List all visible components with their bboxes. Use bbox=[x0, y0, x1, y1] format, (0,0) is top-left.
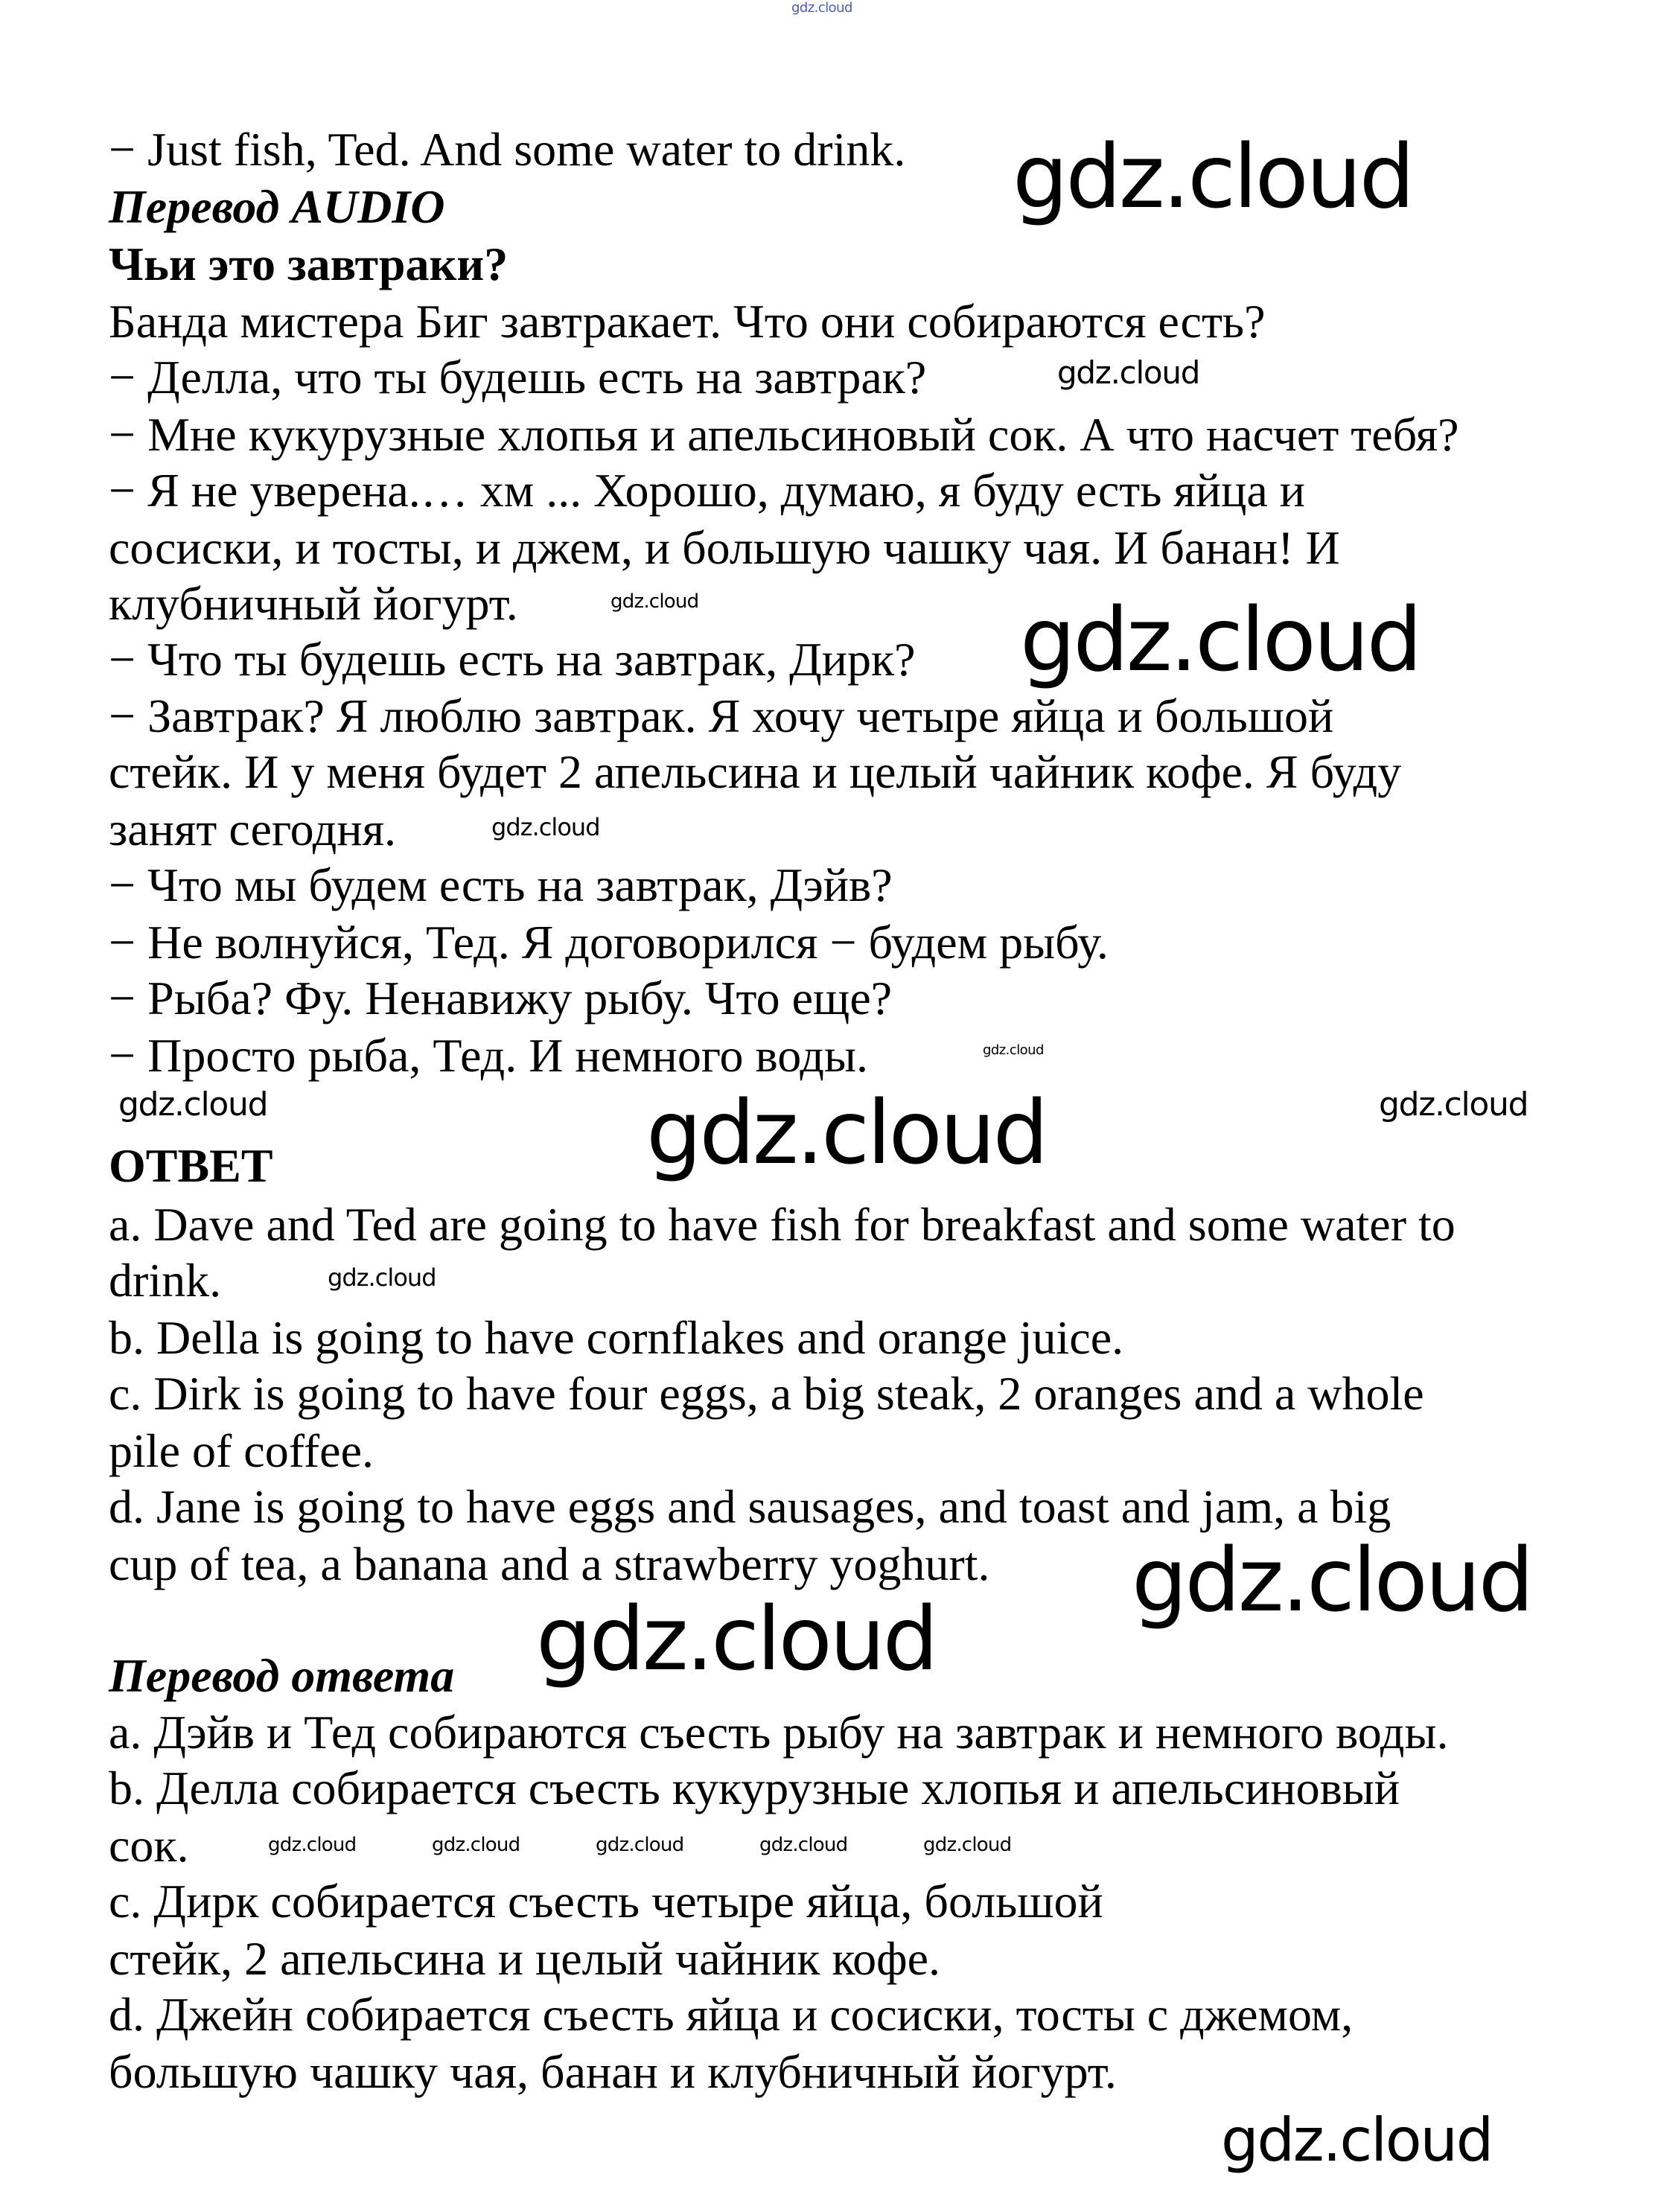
watermark: gdz.cloud bbox=[1132, 1529, 1531, 1631]
text-line: стейк, 2 апельсина и целый чайник кофе. bbox=[109, 1932, 941, 1985]
text-line: − Я не уверена.… хм ... Хорошо, думаю, я буду есть яйца и bbox=[109, 464, 1305, 517]
watermark: gdz.cloud bbox=[536, 1587, 936, 1690]
answer-heading: ОТВЕТ bbox=[109, 1139, 273, 1192]
text-line: a. Dave and Ted are going to have fish for breakfast and some water to bbox=[109, 1198, 1456, 1251]
text-line: drink. bbox=[109, 1254, 222, 1307]
text-line: большую чашку чая, банан и клубничный йогурт. bbox=[109, 2045, 1117, 2098]
text-line: c. Дирк собирается съесть четыре яйца, большой bbox=[109, 1875, 1103, 1928]
translation-heading: Перевод ответа bbox=[109, 1649, 455, 1702]
section-heading: Перевод AUDIO bbox=[109, 180, 445, 233]
text-line: d. Jane is going to have eggs and sausages, and toast and jam, a big bbox=[109, 1480, 1391, 1533]
watermark: gdz.cloud bbox=[923, 1834, 1012, 1856]
header-watermark-link[interactable]: gdz.cloud bbox=[791, 0, 852, 16]
text-line: − Не волнуйся, Тед. Я договорился − будем рыбу. bbox=[109, 916, 1109, 969]
text-line: − Завтрак? Я люблю завтрак. Я хочу четыре яйца и большой bbox=[109, 689, 1334, 742]
text-line: − Что ты будешь есть на завтрак, Дирк? bbox=[109, 633, 916, 686]
text-line: сок. bbox=[109, 1819, 189, 1872]
watermark: gdz.cloud bbox=[118, 1086, 268, 1123]
text-line: c. Dirk is going to have four eggs, a big steak, 2 oranges and a whole bbox=[109, 1367, 1424, 1420]
watermark: gdz.cloud bbox=[1057, 354, 1200, 391]
watermark: gdz.cloud bbox=[610, 590, 699, 613]
watermark: gdz.cloud bbox=[646, 1081, 1046, 1184]
watermark: gdz.cloud bbox=[759, 1834, 848, 1856]
text-line: − Мне кукурузные хлопья и апельсиновый сок. А что насчет тебя? bbox=[109, 408, 1459, 461]
text-line: cup of tea, a banana and a strawberry yoghurt. bbox=[109, 1537, 990, 1590]
watermark: gdz.cloud bbox=[1379, 1086, 1528, 1123]
watermark: gdz.cloud bbox=[983, 1042, 1044, 1058]
text-line: − Что мы будем есть на завтрак, Дэйв? bbox=[109, 858, 893, 911]
watermark: gdz.cloud bbox=[1020, 588, 1420, 691]
section-title: Чьи это завтраки? bbox=[109, 238, 508, 290]
watermark: gdz.cloud bbox=[432, 1834, 520, 1856]
watermark: gdz.cloud bbox=[1221, 2106, 1493, 2175]
watermark: gdz.cloud bbox=[328, 1263, 436, 1292]
watermark: gdz.cloud bbox=[491, 813, 600, 841]
text-line: − Просто рыба, Тед. И немного воды. bbox=[109, 1029, 868, 1082]
text-line: b. Della is going to have cornflakes and orange juice. bbox=[109, 1311, 1124, 1364]
text-line: a. Дэйв и Тед собираются съесть рыбу на завтрак и немного воды. bbox=[109, 1706, 1449, 1759]
text-line: pile of coffee. bbox=[109, 1424, 374, 1477]
text-line: − Рыба? Фу. Ненавижу рыбу. Что еще? bbox=[109, 972, 893, 1024]
text-line: Банда мистера Биг завтракает. Что они собираются есть? bbox=[109, 295, 1266, 348]
text-line: − Just fish, Ted. And some water to drink. bbox=[109, 123, 906, 176]
watermark: gdz.cloud bbox=[268, 1834, 357, 1856]
text-line: сосиски, и тосты, и джем, и большую чашку чая. И банан! И bbox=[109, 521, 1340, 574]
text-line: занят сегодня. bbox=[109, 803, 396, 855]
text-line: стейк. И у меня будет 2 апельсина и целый чайник кофе. Я буду bbox=[109, 745, 1402, 798]
text-line: b. Делла собирается съесть кукурузные хлопья и апельсиновый bbox=[109, 1762, 1400, 1814]
text-line: d. Джейн собирается съесть яйца и сосиски, тосты с джемом, bbox=[109, 1988, 1354, 2041]
text-line: − Делла, что ты будешь есть на завтрак? bbox=[109, 351, 927, 404]
watermark: gdz.cloud bbox=[596, 1834, 684, 1856]
watermark: gdz.cloud bbox=[1013, 125, 1412, 228]
text-line: клубничный йогурт. bbox=[109, 577, 518, 630]
